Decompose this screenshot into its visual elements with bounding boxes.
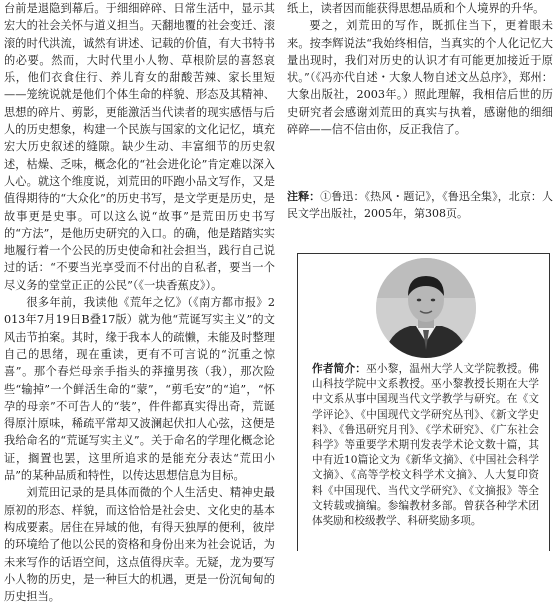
paragraph-5: 要之，刘荒田的写作，既抓住当下，更着眼未来。按李辉说法“我始终相信，当真实的个人化记忆大量出现时，我们对历史的认识才有可能更加接近于原状。”（《冯亦代自述・大象人物自述文丛总序》，郑州：大象出版社，2003年。）照此理解，我相信后世的历史研究者会感谢刘荒田的真实与执着，感谢他的细细碎碎——信不信由你，反正我信了。 [287, 19, 553, 137]
author-box [297, 253, 550, 551]
footnote-label: 注释： [287, 190, 321, 203]
footnote-text: ①鲁迅：《热风・题记》，《鲁迅全集》，北京：人民文学出版社，2005年，第308页。 [287, 190, 554, 220]
footnote [287, 188, 553, 222]
left-column [4, 0, 275, 605]
author-portrait [376, 258, 476, 358]
author-bio [312, 362, 539, 529]
author-bio-lead: 作者简介： [312, 363, 367, 375]
paragraph-3: 刘荒田记录的是具体而微的个人生活史、精神史最原初的形态、样貌，而这恰恰是社会史、文化史的基本构成要素。居住在异域的他，有得天独厚的便利，彼岸的环境给了他以公民的资格和身份出来为社会说话，为未来写作的话语空间，这点值得庆幸。无疑，龙为要写小人物的历史，是一种巨大的机遇，更是一份沉甸甸的历史担当。 [4, 486, 275, 604]
author-bio-text: 巫小黎，温州大学人文学院教授。佛山科技学院中文系教授。巫小黎教授长期在大学中文系从事中国现当代文学教学与研究。在《文学评论》、《中国现代文学研究丛刊》、《新文学史料》、《鲁迅研究月刊》、《学术研究》、《广东社会科学》等重要学术期刊发表学术论文数十篇，其中有近10篇论文为《新华文摘》、《中国社会科学文摘》、《高等学校文科学术文摘》、人大复印资料《中国现代、当代文学研究》、《文摘报》等全文转载或摘编。参编教材多部。曾获各种学术团体奖励和校级教学、科研奖励多项。 [312, 363, 540, 528]
right-column [287, 0, 553, 138]
paragraph-1: 台前是退隐到幕后。于细细碎碎、日常生活中，显示其宏大的社会关怀与道义担当。天翻地覆的社会变迁、滚滚的时代洪流，诚然有讲述、记载的价值，有大书特书的必要。然而，大时代里小人物、草根阶层的喜怒哀乐，他们衣食住行、养儿育女的甜酸苦辣、家长里短——笼统说就是他们个体生命的样貌、形态及其精神、思想的碎片、剪影，更能激活当代读者的现实感悟与后人的历史想象，构建一个民族与国家的文化记忆，填充宏大历史叙述的缝隙。缺少生动、丰富细节的历史叙述，枯燥、乏味，概念化的“社会进化论”肯定难以深入人心。就这个维度说，刘荒田的吓跑小品文写作，又是值得期待的“大众化”的历史书写，是文学更是历史，是故事更是史事。可以这么说“故事”是荒田历史书写的“方法”，是他历史研究的入口。的确，他是踏踏实实地履行着一个公民的历史使命和社会担当，践行自己说过的话：“不要当光享受而不付出的自私者，要当一个尽义务的堂堂正正的公民”（《一块香蕉皮》）。 [4, 2, 275, 292]
paragraph-2: 很多年前，我读他《荒年之忆》（《南方都市报》2013年7月19日B叠17版）就为他“荒诞写实主义”的文风击节拍案。其时，缘于我本人的疏懒，未能及时整理自己的思绪，现在重读，更有不可言说的“沉重之惊喜”。那个春烂母亲手指头的莽撞男孩（我），那次险些“输掉”一个鲜活生命的“蒙”，“剪毛安”的“追”，“怀孕的母亲”不可告人的“装”，件件都真实得出奇，荒诞得原汁原味，稀疏平常却又波澜起伏扣人心弦，这便是我给命名的“荒诞写实主义”。关于命名的学理化概念论证，搁置也罢，这里所追求的是能充分表达“荒田小品”的某种品质和特性，以传达思想信息为目标。 [4, 296, 275, 483]
paragraph-4: 纸上，读者因而能获得思想品质和个人境界的升华。 [287, 2, 545, 15]
